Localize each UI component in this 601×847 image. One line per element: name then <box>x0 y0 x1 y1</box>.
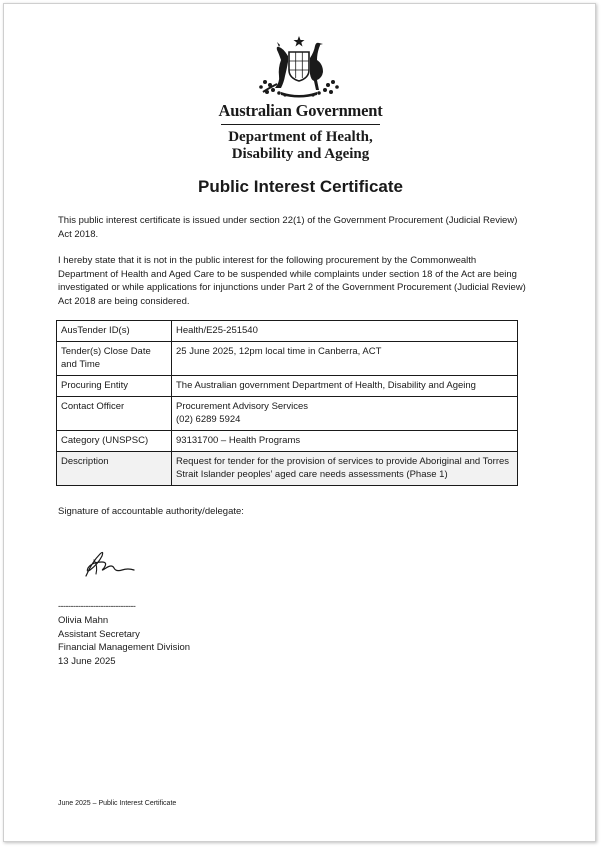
table-row <box>57 431 518 452</box>
government-name: Australian Government <box>218 101 383 120</box>
coat-of-arms-icon <box>251 34 347 100</box>
statement-paragraph: I hereby state that it is not in the public interest for the following procurement by the Commonwealth Department of Health and Aged Care to be suspended while complaints under section 18 of the Act are being investigated or while applications for injunctions under Part 2 of the Government Procurement (Judicial Review) Act 2018 are being considered. <box>58 255 526 307</box>
signature-label: Signature of accountable authority/delegate: <box>58 506 244 517</box>
row-label: Description <box>57 452 172 486</box>
signatory-position: Assistant Secretary <box>58 628 140 640</box>
row-label: Category (UNSPSC) <box>57 431 172 452</box>
department-name <box>0 129 601 163</box>
signature-line: ------------------------------- <box>58 601 136 611</box>
table-row <box>57 321 518 342</box>
row-label: Procuring Entity <box>57 376 172 397</box>
row-value: 25 June 2025, 12pm local time in Canberra, ACT <box>172 342 518 376</box>
row-label: AusTender ID(s) <box>57 321 172 342</box>
contact-name: Procurement Advisory Services <box>176 401 308 412</box>
procurement-details-table <box>56 320 518 486</box>
signatory-details <box>58 614 190 668</box>
document-title: Public Interest Certificate <box>197 177 403 196</box>
signatory-division: Financial Management Division <box>58 642 191 653</box>
table-row <box>57 342 518 376</box>
row-value: Health/E25-251540 <box>172 321 518 342</box>
department-line-2: Disability and Ageing <box>231 146 370 162</box>
intro-paragraph: This public interest certificate is issued under section 22(1) of the Government Procurement (Judicial Review) Act 2018. <box>58 215 518 240</box>
row-value: The Australian government Department of Health, Disability and Ageing <box>172 376 518 397</box>
table-row <box>57 376 518 397</box>
page-footer: June 2025 – Public Interest Certificate <box>58 800 177 807</box>
row-value <box>172 397 518 431</box>
table-row <box>57 452 518 486</box>
government-divider <box>221 124 380 125</box>
table-row <box>57 397 518 431</box>
handwritten-signature-icon <box>78 548 138 580</box>
row-value: Request for tender for the provision of services to provide Aboriginal and Torres Strait Islander peoples’ aged care needs assessments (Phase 1) <box>172 452 518 486</box>
row-value: 93131700 – Health Programs <box>172 431 518 452</box>
department-line-1: Department of Health, <box>228 129 373 145</box>
signatory-name: Olivia Mahn <box>58 615 109 626</box>
contact-phone: (02) 6289 5924 <box>176 414 241 425</box>
signature-date: 13 June 2025 <box>58 655 116 667</box>
row-label: Contact Officer <box>57 397 172 431</box>
row-label: Tender(s) Close Date and Time <box>57 342 172 376</box>
